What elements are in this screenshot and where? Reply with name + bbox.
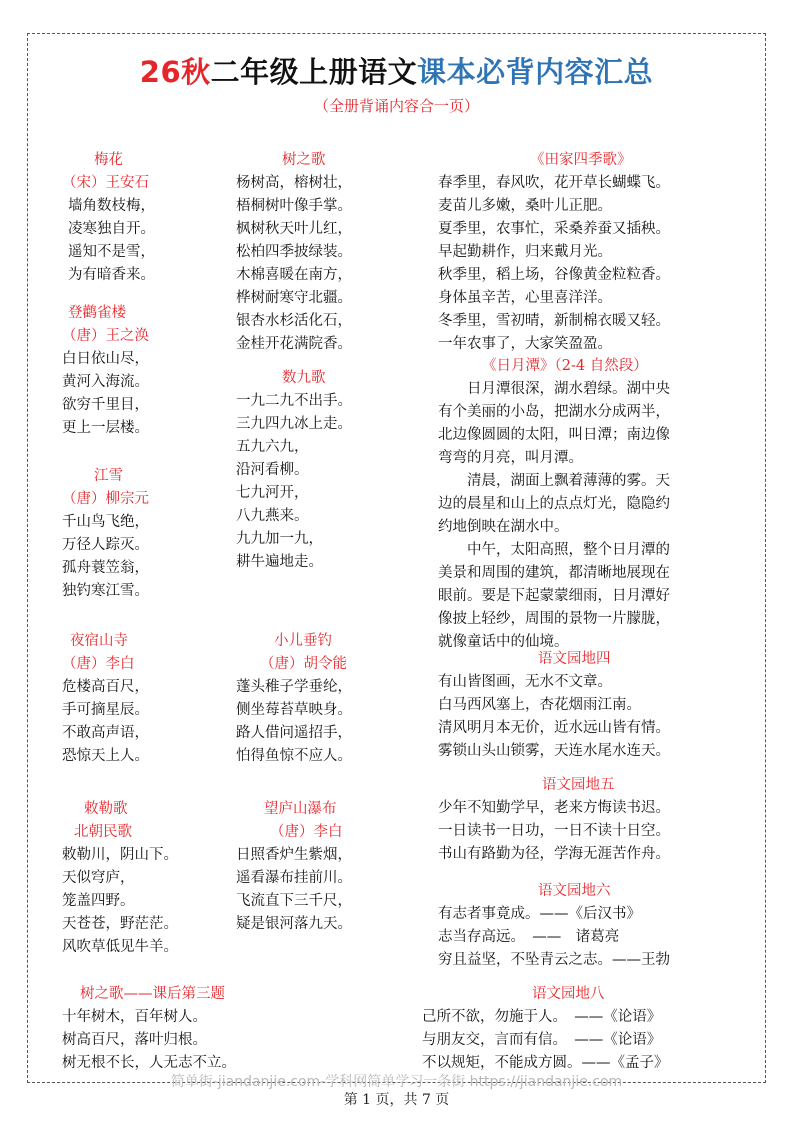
text-line: 秋季里，稻上场，谷像黄金粒粒香。 [438, 267, 670, 283]
text-line: 美景和周围的建筑，都清晰地展现在 [438, 565, 670, 581]
poem-line: 为有暗香来。 [68, 267, 155, 283]
poem-line: 木棉喜暖在南方， [236, 267, 352, 283]
poem-line: 沿河看柳。 [236, 462, 309, 478]
text-line: 白马西风塞上，杏花烟雨江南。 [438, 697, 641, 713]
text-line: 树高百尺，落叶归根。 [62, 1032, 207, 1048]
poem-title: 登鹳雀楼 [68, 305, 126, 321]
text-line: 一年农事了，大家笑盈盈。 [438, 336, 612, 352]
page-title [0, 50, 793, 91]
section-shuzhige-exercise [62, 983, 236, 1075]
text-line: 不以规矩，不能成方圆。——《孟子》 [422, 1055, 669, 1071]
poem-line: 天苍苍，野茫茫。 [62, 916, 178, 932]
watermark-text: 简单街-jiandanjie.com-学科网简单学习一条街 https://jiandanjie.com [170, 1074, 623, 1090]
poem-line: 更上一层楼。 [62, 420, 149, 436]
text-line: 像披上轻纱，周围的景物一片朦胧， [438, 611, 670, 627]
poem-line: 九九加一九， [236, 531, 323, 547]
text-line: 日月潭很深，湖水碧绿。湖中央 [438, 381, 670, 397]
text-line: 就像童话中的仙境。 [438, 634, 569, 650]
section-title: 语文园地五 [542, 777, 615, 793]
poem-line: 枫树秋天叶儿红， [236, 221, 352, 237]
poem-title: 夜宿山寺 [70, 633, 128, 649]
text-line: 清风明月本无价，近水远山皆有情。 [438, 720, 670, 736]
poem-line: 蓬头稚子学垂纶， [236, 679, 352, 695]
title-part-2: 二年级上册语文 [210, 55, 418, 89]
text-line: 十年树木，百年树人。 [62, 1009, 207, 1025]
text-line: 一日读书一日功，一日不读十日空。 [438, 823, 670, 839]
text-line: 清晨，湖面上飘着薄薄的雾。天 [438, 473, 670, 489]
text-line: 书山有路勤为径，学海无涯苦作舟。 [438, 846, 670, 862]
poem-line: 天似穹庐， [62, 870, 135, 886]
section-title: 语文园地八 [532, 986, 605, 1002]
text-riyuetan [438, 355, 670, 654]
section-title: 语文园地四 [538, 651, 611, 667]
poem-author: （唐）李白 [270, 824, 343, 840]
poem-wanglushanpubu [236, 798, 352, 936]
poem-line: 敕勒川，阴山下。 [62, 847, 178, 863]
poem-line: 梧桐树叶像手掌。 [236, 198, 352, 214]
text-line: 麦苗儿多嫩，桑叶儿正肥。 [438, 198, 612, 214]
poem-title: 数九歌 [282, 370, 326, 386]
text-line: 树无根不长，人无志不立。 [62, 1055, 236, 1071]
poem-line: 松柏四季披绿装。 [236, 244, 352, 260]
poem-title: 敕勒歌 [84, 801, 128, 817]
text-line: 与朋友交，言而有信。 ——《论语》 [422, 1032, 662, 1048]
text-line: 志当存高远。 —— 诸葛亮 [438, 929, 620, 945]
poem-title: 江雪 [94, 468, 123, 484]
poem-line: 银杏水杉活化石， [236, 313, 352, 329]
poem-line: 不敢高声语， [62, 725, 149, 741]
title-part-3: 课本必背内容汇总 [417, 55, 654, 89]
section-yuwenyuandi-6 [438, 880, 670, 972]
section-title: 《田家四季歌》 [530, 152, 632, 168]
poem-line: 五九六九， [236, 439, 309, 455]
text-line: 冬季里，雪初晴，新制棉衣暖又轻。 [438, 313, 670, 329]
text-line: 边的晨星和山上的点点灯光，隐隐约 [438, 496, 670, 512]
poem-author: （唐）王之涣 [62, 328, 149, 344]
text-line: 眼前。要是下起蒙蒙细雨，日月潭好 [438, 588, 670, 604]
poem-author: （唐）李白 [62, 656, 135, 672]
poem-line: 八九燕来。 [236, 508, 309, 524]
poem-line: 孤舟蓑笠翁， [62, 560, 149, 576]
page-number: 第 1 页，共 7 页 [343, 1092, 450, 1108]
page-subtitle: （全册背诵内容合一页） [313, 97, 479, 115]
poem-line: 独钓寒江雪。 [62, 583, 149, 599]
section-yuwenyuandi-5 [438, 774, 670, 866]
poem-line: 欲穷千里目， [62, 397, 149, 413]
text-line: 春季里，春风吹，花开草长蝴蝶飞。 [438, 175, 670, 191]
poem-title: 树之歌 [282, 152, 326, 168]
poem-line: 桦树耐寒守北疆。 [236, 290, 352, 306]
section-title: 《日月潭》（2-4 自然段） [482, 358, 648, 374]
title-part-1: 26秋 [139, 55, 211, 89]
text-line: 弯弯的月亮，叫月潭。 [438, 450, 583, 466]
text-line: 有山皆图画，无水不文章。 [438, 674, 612, 690]
poem-author: 北朝民歌 [74, 824, 132, 840]
poem-line: 遥知不是雪， [68, 244, 155, 260]
poem-chilege [62, 798, 178, 959]
poem-meihua [62, 149, 155, 287]
poem-title: 小儿垂钓 [274, 633, 332, 649]
section-title: 树之歌——课后第三题 [80, 986, 225, 1002]
poem-line: 路人借问遥招手， [236, 725, 352, 741]
poem-line: 耕牛遍地走。 [236, 554, 323, 570]
poem-jiangxue [62, 465, 149, 603]
poem-line: 危楼高百尺， [62, 679, 149, 695]
poem-line: 七九河开， [236, 485, 309, 501]
poem-line: 疑是银河落九天。 [236, 916, 352, 932]
section-title: 语文园地六 [538, 883, 611, 899]
poem-line: 三九四九冰上走。 [236, 416, 352, 432]
text-line: 有志者事竟成。——《后汉书》 [438, 906, 641, 922]
text-line: 有个美丽的小岛，把湖水分成两半， [438, 404, 670, 420]
section-yuwenyuandi-8 [422, 983, 669, 1075]
poem-line: 白日依山尽， [62, 351, 149, 367]
poem-xiaorchuidiao [236, 630, 352, 768]
poem-line: 日照香炉生紫烟， [236, 847, 352, 863]
poem-line: 墙角数枝梅， [68, 198, 155, 214]
text-line: 身体虽辛苦，心里喜洋洋。 [438, 290, 612, 306]
text-line: 北边像圆圆的太阳，叫日潭；南边像 [438, 427, 670, 443]
poem-line: 风吹草低见牛羊。 [62, 939, 178, 955]
poem-line: 凌寒独自开。 [68, 221, 155, 237]
poem-line: 千山鸟飞绝， [62, 514, 149, 530]
poem-line: 怕得鱼惊不应人。 [236, 748, 352, 764]
poem-author: （唐）胡令能 [260, 656, 347, 672]
poem-author: （唐）柳宗元 [62, 491, 149, 507]
poem-line: 飞流直下三千尺， [236, 893, 352, 909]
poem-line: 金桂开花满院香。 [236, 336, 352, 352]
poem-line: 万径人踪灭。 [62, 537, 149, 553]
text-line: 早起勤耕作，归来戴月光。 [438, 244, 612, 260]
poem-title: 望庐山瀑布 [264, 801, 337, 817]
text-line: 雾锁山头山锁雾，天连水尾水连天。 [438, 743, 670, 759]
text-line: 己所不欲，勿施于人。 ——《论语》 [422, 1009, 662, 1025]
poem-line: 黄河入海流。 [62, 374, 149, 390]
poem-line: 遥看瀑布挂前川。 [236, 870, 352, 886]
poem-line: 一九二九不出手。 [236, 393, 352, 409]
text-line: 中午，太阳高照，整个日月潭的 [438, 542, 670, 558]
poem-author: （宋）王安石 [62, 175, 149, 191]
song-shuzhige [236, 149, 352, 356]
text-line: 约地倒映在湖水中。 [438, 519, 569, 535]
poem-line: 手可摘星辰。 [62, 702, 149, 718]
poem-line: 笼盖四野。 [62, 893, 135, 909]
section-yuwenyuandi-4 [438, 648, 670, 763]
text-tianjiasijige [438, 149, 670, 356]
poem-line: 恐惊天上人。 [62, 748, 149, 764]
text-line: 穷且益坚，不坠青云之志。——王勃 [438, 952, 670, 968]
poem-line: 侧坐莓苔草映身。 [236, 702, 352, 718]
text-line: 夏季里，农事忙，采桑养蚕又插秧。 [438, 221, 670, 237]
poem-dengguanquelou [62, 302, 149, 440]
poem-yesushansi [62, 630, 149, 768]
text-line: 少年不知勤学早，老来方悔读书迟。 [438, 800, 670, 816]
poem-line: 杨树高，榕树壮， [236, 175, 352, 191]
poem-title: 梅花 [94, 152, 123, 168]
song-shujiuge [236, 367, 352, 574]
